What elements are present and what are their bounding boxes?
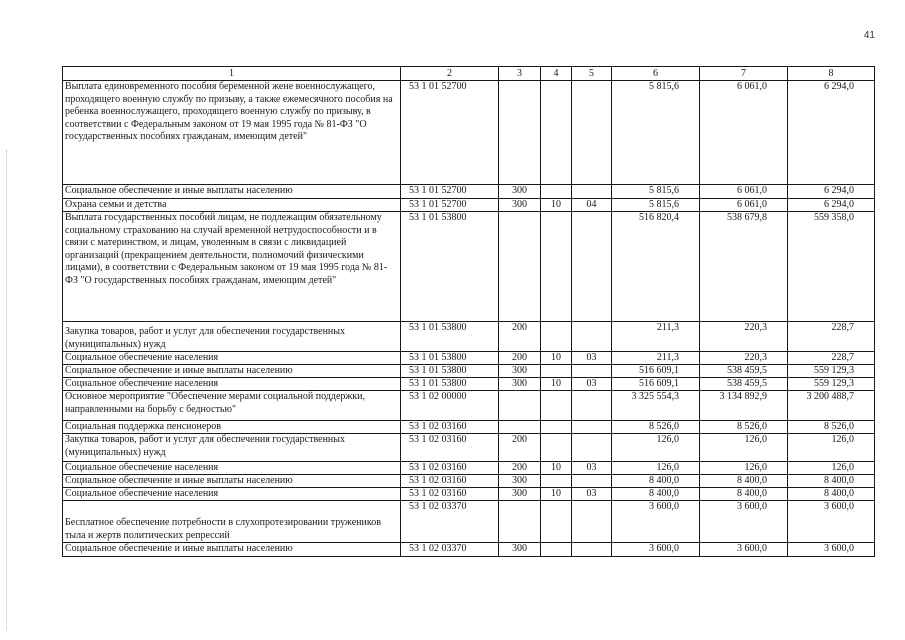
row-amount-col8: 6 294,0 xyxy=(788,199,875,212)
row-amount-col6: 3 600,0 xyxy=(612,543,700,557)
row-amount-col6: 516 609,1 xyxy=(612,365,700,378)
row-amount-col6: 3 325 554,3 xyxy=(612,391,700,421)
row-amount-col8: 6 294,0 xyxy=(788,81,875,185)
row-description: Охрана семьи и детства xyxy=(63,199,401,212)
row-classification-code: 53 1 02 03370 xyxy=(401,501,499,543)
row-section: 10 xyxy=(541,199,572,212)
row-subsection: 03 xyxy=(572,378,612,391)
row-classification-code: 53 1 02 03160 xyxy=(401,434,499,462)
page-number: 41 xyxy=(863,30,875,41)
row-classification-code: 53 1 01 52700 xyxy=(401,81,499,185)
row-description: Выплата государственных пособий лицам, не подлежащим обязательному социальному страхованию на случай временной нетрудоспособности и в связи с материнством, и лицам, уволенным в связи с ликвидацией организаций (прекращением деятельности, полномочий физическими лицами), в соответствии с Федеральным законом от 19 мая 1995 года № 81-ФЗ "О государственных пособиях гражданам, имеющим детей" xyxy=(63,212,401,322)
row-amount-col7: 220,3 xyxy=(700,322,788,352)
row-section xyxy=(541,475,572,488)
row-expense-type: 300 xyxy=(499,475,541,488)
row-amount-col8: 8 400,0 xyxy=(788,475,875,488)
row-subsection xyxy=(572,543,612,557)
row-amount-col6: 5 815,6 xyxy=(612,185,700,199)
table-row xyxy=(63,352,875,365)
row-section xyxy=(541,501,572,543)
row-amount-col6: 8 526,0 xyxy=(612,421,700,434)
row-expense-type: 200 xyxy=(499,352,541,365)
row-amount-col8: 3 600,0 xyxy=(788,501,875,543)
row-expense-type: 300 xyxy=(499,488,541,501)
row-amount-col8: 3 600,0 xyxy=(788,543,875,557)
table-row xyxy=(63,81,875,185)
row-classification-code: 53 1 01 53800 xyxy=(401,352,499,365)
row-subsection xyxy=(572,185,612,199)
row-expense-type xyxy=(499,421,541,434)
row-expense-type xyxy=(499,391,541,421)
row-section: 10 xyxy=(541,462,572,475)
row-description: Основное мероприятие "Обеспечение мерами социальной поддержки, направленными на борьбу с бедностью" xyxy=(63,391,401,421)
table-row xyxy=(63,421,875,434)
row-amount-col6: 126,0 xyxy=(612,434,700,462)
column-header: 8 xyxy=(788,67,875,81)
table-row xyxy=(63,212,875,322)
row-amount-col8: 559 129,3 xyxy=(788,378,875,391)
table-row xyxy=(63,378,875,391)
row-classification-code: 53 1 01 52700 xyxy=(401,185,499,199)
row-section xyxy=(541,434,572,462)
row-amount-col6: 5 815,6 xyxy=(612,81,700,185)
row-description: Закупка товаров, работ и услуг для обеспечения государственных (муниципальных) нужд xyxy=(63,322,401,352)
row-amount-col6: 126,0 xyxy=(612,462,700,475)
row-amount-col7: 220,3 xyxy=(700,352,788,365)
row-classification-code: 53 1 01 53800 xyxy=(401,212,499,322)
row-amount-col8: 126,0 xyxy=(788,462,875,475)
row-expense-type xyxy=(499,81,541,185)
row-amount-col7: 6 061,0 xyxy=(700,81,788,185)
column-header-row xyxy=(63,67,875,81)
row-amount-col7: 6 061,0 xyxy=(700,185,788,199)
row-amount-col7: 3 600,0 xyxy=(700,501,788,543)
row-amount-col7: 538 679,8 xyxy=(700,212,788,322)
row-section: 10 xyxy=(541,378,572,391)
row-description: Социальное обеспечение населения xyxy=(63,488,401,501)
table-row xyxy=(63,543,875,557)
row-amount-col8: 559 358,0 xyxy=(788,212,875,322)
row-description: Социальное обеспечение населения xyxy=(63,462,401,475)
row-section xyxy=(541,421,572,434)
row-subsection: 04 xyxy=(572,199,612,212)
row-subsection xyxy=(572,501,612,543)
row-amount-col7: 126,0 xyxy=(700,462,788,475)
row-description: Социальная поддержка пенсионеров xyxy=(63,421,401,434)
row-amount-col8: 6 294,0 xyxy=(788,185,875,199)
row-amount-col7: 3 134 892,9 xyxy=(700,391,788,421)
column-header: 5 xyxy=(572,67,612,81)
row-classification-code: 53 1 02 03160 xyxy=(401,488,499,501)
row-amount-col8: 228,7 xyxy=(788,352,875,365)
table-row xyxy=(63,391,875,421)
row-subsection xyxy=(572,421,612,434)
row-amount-col6: 516 609,1 xyxy=(612,378,700,391)
row-classification-code: 53 1 01 53800 xyxy=(401,322,499,352)
table-row xyxy=(63,488,875,501)
row-expense-type: 200 xyxy=(499,322,541,352)
row-amount-col8: 228,7 xyxy=(788,322,875,352)
row-expense-type: 300 xyxy=(499,185,541,199)
row-description: Бесплатное обеспечение потребности в слухопротезировании тружеников тыла и жертв политических репрессий xyxy=(63,501,401,543)
row-description: Социальное обеспечение и иные выплаты населению xyxy=(63,475,401,488)
row-expense-type: 300 xyxy=(499,365,541,378)
margin-line xyxy=(6,150,7,630)
row-amount-col6: 516 820,4 xyxy=(612,212,700,322)
row-section xyxy=(541,212,572,322)
row-description: Социальное обеспечение и иные выплаты населению xyxy=(63,543,401,557)
table-row xyxy=(63,199,875,212)
column-header: 6 xyxy=(612,67,700,81)
row-expense-type xyxy=(499,212,541,322)
column-header: 1 xyxy=(63,67,401,81)
row-subsection xyxy=(572,212,612,322)
row-section: 10 xyxy=(541,488,572,501)
row-subsection xyxy=(572,81,612,185)
row-amount-col6: 211,3 xyxy=(612,322,700,352)
row-classification-code: 53 1 02 03370 xyxy=(401,543,499,557)
row-expense-type: 300 xyxy=(499,199,541,212)
row-amount-col8: 8 526,0 xyxy=(788,421,875,434)
row-subsection: 03 xyxy=(572,488,612,501)
row-section xyxy=(541,322,572,352)
row-section xyxy=(541,365,572,378)
row-classification-code: 53 1 02 00000 xyxy=(401,391,499,421)
row-expense-type: 200 xyxy=(499,462,541,475)
row-amount-col8: 559 129,3 xyxy=(788,365,875,378)
row-section xyxy=(541,391,572,421)
row-classification-code: 53 1 01 53800 xyxy=(401,365,499,378)
table-row xyxy=(63,462,875,475)
row-classification-code: 53 1 01 53800 xyxy=(401,378,499,391)
row-amount-col7: 8 400,0 xyxy=(700,488,788,501)
row-amount-col6: 8 400,0 xyxy=(612,475,700,488)
column-header: 3 xyxy=(499,67,541,81)
column-header: 4 xyxy=(541,67,572,81)
row-amount-col7: 538 459,5 xyxy=(700,378,788,391)
row-expense-type: 200 xyxy=(499,434,541,462)
row-classification-code: 53 1 02 03160 xyxy=(401,421,499,434)
row-subsection xyxy=(572,434,612,462)
row-classification-code: 53 1 01 52700 xyxy=(401,199,499,212)
row-description: Социальное обеспечение и иные выплаты населению xyxy=(63,365,401,378)
row-amount-col8: 8 400,0 xyxy=(788,488,875,501)
row-description: Закупка товаров, работ и услуг для обеспечения государственных (муниципальных) нужд xyxy=(63,434,401,462)
row-subsection xyxy=(572,475,612,488)
row-amount-col7: 6 061,0 xyxy=(700,199,788,212)
table-row xyxy=(63,501,875,543)
row-description: Социальное обеспечение населения xyxy=(63,378,401,391)
table-row xyxy=(63,475,875,488)
row-description: Социальное обеспечение населения xyxy=(63,352,401,365)
row-description: Выплата единовременного пособия беременной жене военнослужащего, проходящего военную службу по призыву, а также ежемесячного пособия на ребенка военнослужащего, проходящего военную службу по призыву, в соответствии с Федеральным законом от 19 мая 1995 года № 81-ФЗ "О государственных пособиях гражданам, имеющим детей" xyxy=(63,81,401,185)
row-amount-col6: 211,3 xyxy=(612,352,700,365)
row-amount-col6: 3 600,0 xyxy=(612,501,700,543)
table-row xyxy=(63,322,875,352)
row-subsection xyxy=(572,365,612,378)
table-row xyxy=(63,434,875,462)
row-subsection: 03 xyxy=(572,352,612,365)
row-amount-col8: 3 200 488,7 xyxy=(788,391,875,421)
column-header: 2 xyxy=(401,67,499,81)
budget-table xyxy=(62,66,875,557)
row-amount-col8: 126,0 xyxy=(788,434,875,462)
column-header: 7 xyxy=(700,67,788,81)
row-amount-col7: 8 526,0 xyxy=(700,421,788,434)
row-classification-code: 53 1 02 03160 xyxy=(401,475,499,488)
row-subsection: 03 xyxy=(572,462,612,475)
row-subsection xyxy=(572,391,612,421)
row-amount-col7: 8 400,0 xyxy=(700,475,788,488)
row-section: 10 xyxy=(541,352,572,365)
row-description: Социальное обеспечение и иные выплаты населению xyxy=(63,185,401,199)
row-section xyxy=(541,543,572,557)
row-amount-col7: 3 600,0 xyxy=(700,543,788,557)
row-expense-type: 300 xyxy=(499,543,541,557)
row-amount-col6: 8 400,0 xyxy=(612,488,700,501)
row-section xyxy=(541,81,572,185)
table-row xyxy=(63,365,875,378)
row-section xyxy=(541,185,572,199)
row-expense-type: 300 xyxy=(499,378,541,391)
row-subsection xyxy=(572,322,612,352)
table-row xyxy=(63,185,875,199)
row-amount-col6: 5 815,6 xyxy=(612,199,700,212)
row-classification-code: 53 1 02 03160 xyxy=(401,462,499,475)
row-amount-col7: 126,0 xyxy=(700,434,788,462)
row-expense-type xyxy=(499,501,541,543)
row-amount-col7: 538 459,5 xyxy=(700,365,788,378)
